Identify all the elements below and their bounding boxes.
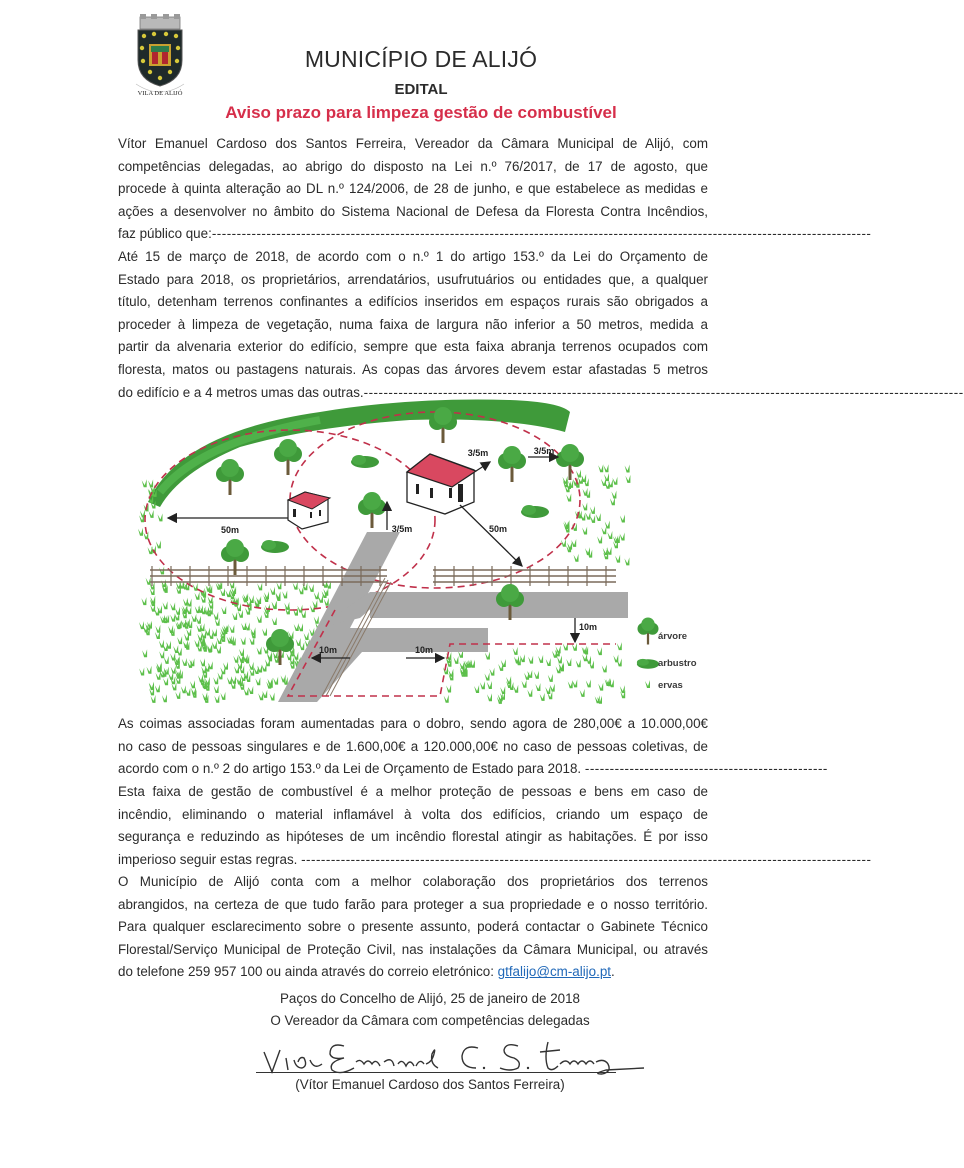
- dash-filler: -------------------------------------------------------------------------------------------------------------------------: [363, 384, 964, 400]
- shrub-icon: [636, 658, 660, 670]
- grass-icon: [196, 616, 201, 624]
- grass-icon: [459, 661, 464, 669]
- grass-icon: [198, 674, 203, 682]
- grass-icon: [214, 695, 219, 703]
- grass-icon: [249, 662, 254, 670]
- text-line: proceder à limpeza de vegetação, numa faixa de largura não inferior a 50 metros, medida a: [118, 316, 708, 332]
- grass-icon: [597, 647, 602, 655]
- grass-icon: [446, 685, 451, 693]
- grass-icon: [163, 601, 168, 609]
- collaboration-paragraph: [118, 871, 708, 984]
- grass-icon: [590, 515, 595, 523]
- distance-label: 50m: [488, 524, 508, 534]
- grass-icon: [513, 647, 518, 655]
- grass-icon: [175, 691, 180, 699]
- grass-icon: [620, 533, 625, 541]
- grass-icon: [548, 674, 553, 682]
- text-line: procede à quinta alteração ao DL n.º 124/2006, de 28 de junho, e que estabelece as medidas e: [118, 181, 708, 197]
- grass-icon: [229, 625, 234, 633]
- grass-icon: [257, 582, 262, 590]
- grass-icon: [146, 577, 151, 585]
- grass-icon: [296, 638, 301, 646]
- grass-icon: [244, 687, 249, 695]
- grass-icon: [234, 665, 239, 673]
- shrub-icon: [351, 455, 379, 468]
- grass-icon: [156, 540, 161, 548]
- small-house-icon: [288, 492, 330, 529]
- grass-icon: [601, 526, 606, 534]
- grass-icon: [444, 695, 449, 703]
- grass-icon: [603, 547, 608, 555]
- grass-icon: [298, 586, 303, 594]
- grass-icon: [257, 615, 262, 623]
- grass-icon: [182, 658, 187, 666]
- grass-icon: [595, 695, 600, 703]
- grass-icon: [294, 623, 299, 631]
- grass-icon: [213, 612, 218, 620]
- grass-icon: [221, 606, 226, 614]
- grass-icon: [138, 528, 143, 536]
- tree-icon: [358, 492, 386, 528]
- grass-icon: [183, 640, 188, 648]
- grass-icon: [158, 513, 163, 521]
- grass-icon: [293, 582, 298, 590]
- grass-icon: [513, 685, 518, 693]
- grass-icon: [139, 668, 144, 676]
- grass-icon: [598, 464, 603, 472]
- grass-icon: [213, 676, 218, 684]
- grass-icon: [297, 605, 302, 613]
- grass-icon: [273, 677, 278, 685]
- text-line: no caso de pessoas singulares e de 1.600,00€ a 120.000,00€ no caso de pessoas coletivas, de: [118, 738, 708, 754]
- text-line-end: .: [611, 964, 615, 980]
- grass-icon: [304, 632, 309, 640]
- grass-icon: [500, 686, 505, 694]
- grass-icon: [487, 693, 492, 701]
- fuel-management-diagram: [140, 392, 630, 708]
- grass-icon: [487, 681, 492, 689]
- grass-icon: [164, 656, 169, 664]
- grass-icon: [485, 673, 490, 681]
- grass-icon: [270, 587, 275, 595]
- grass-icon: [159, 640, 164, 648]
- grass-icon: [262, 628, 267, 636]
- grass-icon: [572, 679, 577, 687]
- text-line: segurança e reduzindo as hipóteses de um incêndio florestal atingir as habitações. É por isso: [118, 829, 708, 845]
- grass-icon: [557, 655, 562, 663]
- grass-icon: [139, 621, 144, 629]
- grass-icon: [480, 681, 485, 689]
- grass-icon: [604, 473, 609, 481]
- logo-motto: VILA DE ALIJÓ: [137, 90, 183, 97]
- grass-icon: [255, 677, 260, 685]
- grass-icon: [142, 649, 147, 657]
- grass-icon: [272, 617, 277, 625]
- grass-icon: [624, 557, 629, 565]
- grass-icon: [181, 685, 186, 693]
- grass-icon: [601, 478, 606, 486]
- grass-icon: [197, 633, 202, 641]
- grass-icon: [550, 684, 555, 692]
- grass-icon: [576, 659, 581, 667]
- text-line-end: do edifício e a 4 metros umas das outras.: [118, 384, 364, 400]
- grass-icon: [540, 693, 545, 701]
- grass-icon: [585, 547, 590, 555]
- grass-icon: [177, 636, 182, 644]
- grass-icon: [141, 597, 146, 605]
- grass-icon: [598, 683, 603, 691]
- grass-icon: [604, 464, 609, 472]
- crown-icon: [140, 14, 180, 29]
- distance-label: 3/5m: [467, 448, 489, 458]
- grass-icon: [245, 607, 250, 615]
- grass-icon: [257, 646, 262, 654]
- shrub-icon: [261, 540, 289, 553]
- legend-label: arbustro: [658, 658, 697, 669]
- grass-icon: [501, 659, 506, 667]
- grass-icon: [194, 639, 199, 647]
- distance-label: 10m: [414, 645, 434, 655]
- grass-icon: [248, 686, 253, 694]
- tree-icon: [216, 459, 244, 495]
- grass-icon: [612, 477, 617, 485]
- grass-icon: [324, 598, 329, 606]
- grass-icon: [563, 476, 568, 484]
- signatory-role: O Vereador da Câmara com competências delegadas: [270, 1013, 590, 1028]
- grass-icon: [159, 650, 164, 658]
- signature-line: [256, 1072, 616, 1073]
- grass-icon: [534, 671, 539, 679]
- tree-icon: [274, 439, 302, 475]
- text-line: floresta, matos ou pastagens naturais. As copas das árvores devem estar afastadas 5 metros: [118, 361, 708, 377]
- deadline-paragraph: [118, 246, 964, 404]
- text-line: [118, 961, 708, 984]
- grass-icon: [318, 595, 323, 603]
- grass-icon: [227, 636, 232, 644]
- grass-icon: [528, 656, 533, 664]
- grass-icon: [644, 679, 652, 689]
- text-line: Florestal/Serviço Municipal de Proteção Civil, nas instalações da Câmara Municipal, ou através: [118, 941, 708, 957]
- grass-icon: [284, 602, 289, 610]
- text-line-end: imperioso seguir estas regras.: [118, 851, 302, 867]
- grass-icon: [149, 510, 154, 518]
- text-line: ações a desenvolver no âmbito do Sistema Nacional de Defesa da Floresta Contra Incêndios,: [118, 203, 708, 219]
- grass-icon: [272, 601, 277, 609]
- diagram-legend: [636, 616, 746, 706]
- document-type: EDITAL: [394, 81, 448, 98]
- grass-icon: [241, 637, 246, 645]
- grass-icon: [196, 624, 201, 632]
- text-line: Esta faixa de gestão de combustível é a melhor proteção de pessoas e bens em caso de: [118, 784, 708, 799]
- grass-icon: [546, 658, 551, 666]
- grass-icon: [220, 692, 225, 700]
- grass-icon: [607, 531, 612, 539]
- grass-icon: [214, 685, 219, 693]
- grass-icon: [568, 680, 573, 688]
- grass-icon: [142, 479, 147, 487]
- handwritten-signature: [256, 1028, 646, 1078]
- legend-label: árvore: [658, 631, 688, 642]
- grass-icon: [309, 584, 314, 592]
- grass-icon: [187, 660, 192, 668]
- grass-icon: [605, 521, 610, 529]
- large-house-icon: [407, 454, 476, 514]
- text-line: Até 15 de março de 2018, de acordo com o n.º 1 do artigo 153.º da Lei do Orçamento de: [118, 249, 708, 264]
- grass-icon: [580, 689, 585, 697]
- text-line: competências delegadas, ao abrigo do disposto na Lei n.º 76/2017, de 17 de agosto, que: [118, 158, 708, 174]
- text-line: incêndio, eliminando o material inflamável à volta dos edifícios, criando um espaço de: [118, 806, 708, 822]
- grass-icon: [232, 612, 237, 620]
- grass-icon: [602, 664, 607, 672]
- grass-icon: [611, 491, 616, 499]
- tree-icon: [636, 616, 660, 646]
- grass-icon: [597, 535, 602, 543]
- grass-icon: [453, 656, 458, 664]
- grass-icon: [282, 590, 287, 598]
- grass-icon: [148, 546, 153, 554]
- grass-icon: [522, 680, 527, 688]
- grass-icon: [298, 623, 303, 631]
- distance-label: 50m: [220, 525, 240, 535]
- grass-icon: [233, 655, 238, 663]
- distance-label: 10m: [578, 622, 598, 632]
- grass-icon: [162, 694, 167, 702]
- grass-icon: [173, 645, 178, 653]
- text-line: Vítor Emanuel Cardoso dos Santos Ferreira, Vereador da Câmara Municipal de Alijó, com: [118, 136, 708, 151]
- text-line: partir da alvenaria exterior do edifício, sempre que esta faixa abranja terrenos ocupados com: [118, 339, 708, 355]
- notice-heading: Aviso prazo para limpeza gestão de combustível: [225, 103, 617, 122]
- grass-icon: [314, 591, 319, 599]
- grass-icon: [485, 652, 490, 660]
- email-link[interactable]: gtfalijo@cm-alijo.pt: [497, 964, 611, 980]
- text-line-start: do telefone 259 957 100 ou ainda através do correio eletrónico:: [118, 964, 498, 980]
- grass-icon: [566, 658, 571, 666]
- grass-icon: [147, 666, 152, 674]
- grass-icon: [489, 668, 494, 676]
- grass-icon: [223, 662, 228, 670]
- grass-icon: [170, 602, 175, 610]
- grass-icon: [270, 693, 275, 701]
- grass-icon: [625, 465, 630, 473]
- grass-icon: [148, 479, 153, 487]
- page-title: MUNICÍPIO DE ALIJÓ: [304, 46, 538, 72]
- grass-icon: [140, 510, 145, 518]
- legend-label: ervas: [658, 680, 683, 691]
- dash-filler: -------------------------------------------------: [584, 761, 828, 777]
- grass-icon: [596, 513, 601, 521]
- shrub-icon: [521, 505, 549, 518]
- grass-icon: [561, 539, 566, 547]
- grass-icon: [149, 682, 154, 690]
- grass-icon: [185, 688, 190, 696]
- grass-icon: [218, 671, 223, 679]
- text-line: título, detenham terrenos confinantes a edifícios inseridos em espaços rurais são obrigados a: [118, 294, 708, 310]
- text-line-end: faz público que:: [118, 226, 212, 242]
- grass-icon: [582, 527, 587, 535]
- text-line: Estado para 2018, os proprietários, arrendatários, usufrutuários ou entidades que, a qualquer: [118, 271, 708, 287]
- text-line: abrangidos, na certeza de que tudo farão para proteger a sua propriedade e o nosso território.: [118, 896, 708, 912]
- text-line: Para qualquer esclarecimento sobre o presente assunto, poderá contactar o Gabinete Técnico: [118, 919, 708, 935]
- grass-icon: [585, 512, 590, 520]
- grass-icon: [582, 502, 587, 510]
- grass-icon: [617, 642, 622, 650]
- grass-icon: [170, 653, 175, 661]
- grass-icon: [155, 684, 160, 692]
- grass-icon: [151, 695, 156, 703]
- grass-icon: [262, 664, 267, 672]
- intro-paragraph: [118, 133, 872, 246]
- text-line: O Município de Alijó conta com a melhor colaboração dos proprietários dos terrenos: [118, 874, 708, 889]
- grass-icon: [217, 636, 222, 644]
- grass-icon: [212, 641, 217, 649]
- distance-label: 3/5m: [533, 446, 555, 456]
- tree-icon: [498, 446, 526, 482]
- grass-icon: [314, 616, 319, 624]
- grass-icon: [576, 470, 581, 478]
- fence-right: [433, 570, 616, 582]
- grass-icon: [239, 648, 244, 656]
- grass-field: [138, 464, 630, 704]
- grass-icon: [535, 683, 540, 691]
- grass-icon: [474, 685, 479, 693]
- grass-icon: [527, 689, 532, 697]
- grass-icon: [170, 614, 175, 622]
- text-line: [118, 849, 872, 872]
- grass-icon: [590, 506, 595, 514]
- grass-icon: [155, 625, 160, 633]
- text-line: [118, 758, 828, 781]
- grass-icon: [586, 679, 591, 687]
- grass-icon: [620, 515, 625, 523]
- text-line: [118, 223, 872, 246]
- grass-icon: [161, 579, 166, 587]
- grass-icon: [545, 686, 550, 694]
- text-line-end: acordo com o n.º 2 do artigo 153.º da Lei de Orçamento de Estado para 2018.: [118, 761, 585, 777]
- grass-icon: [227, 676, 232, 684]
- grass-icon: [195, 592, 200, 600]
- distance-label: 3/5m: [391, 524, 413, 534]
- grass-icon: [538, 655, 543, 663]
- grass-icon: [163, 677, 168, 685]
- grass-icon: [200, 658, 205, 666]
- text-line: As coimas associadas foram aumentadas para o dobro, sendo agora de 280,00€ a 10.000,00€: [118, 716, 708, 731]
- distance-label: 10m: [318, 645, 338, 655]
- grass-icon: [190, 680, 195, 688]
- dash-filler: -------------------------------------------------------------------------------------------------------------------: [301, 851, 872, 867]
- grass-icon: [625, 475, 630, 483]
- protection-paragraph: [118, 781, 872, 871]
- grass-icon: [574, 554, 579, 562]
- grass-icon: [220, 588, 225, 596]
- place-and-date: Paços do Concelho de Alijó, 25 de janeiro de 2018: [279, 991, 581, 1006]
- grass-icon: [293, 608, 298, 616]
- grass-icon: [156, 672, 161, 680]
- grass-icon: [258, 692, 263, 700]
- grass-icon: [249, 595, 254, 603]
- fines-paragraph: [118, 713, 828, 781]
- grass-icon: [281, 674, 286, 682]
- grass-icon: [566, 494, 571, 502]
- dash-filler: -------------------------------------------------------------------------------------------------------------------------------------: [211, 226, 872, 242]
- grass-icon: [615, 555, 620, 563]
- grass-icon: [241, 622, 246, 630]
- signatory-name: (Vítor Emanuel Cardoso dos Santos Ferreira): [295, 1077, 565, 1092]
